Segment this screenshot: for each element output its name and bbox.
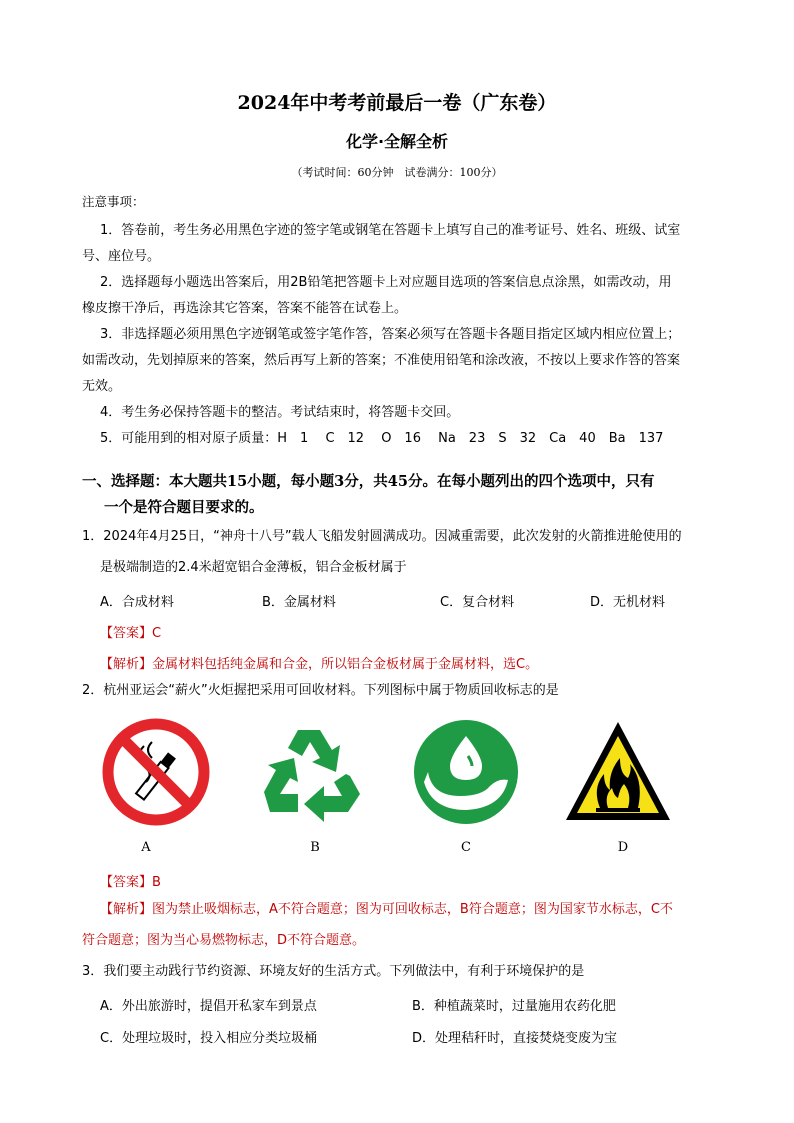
- analysis-tag: 【解析】: [100, 657, 153, 672]
- notes-line: 3．非选择题必须用黑色字迹钢笔或签字笔作答，答案必须写在答题卡各题目指定区域内相应位置上；: [100, 327, 681, 342]
- page-subtitle: 化学·全解全析: [345, 132, 449, 151]
- answer-tag: 【答案】: [100, 875, 153, 890]
- question-3-option-d: D．处理秸秆时，直接焚烧变废为宝: [412, 1031, 618, 1046]
- question-2-answer: [100, 871, 161, 890]
- notes-line: 4．考生务必保持答题卡的整洁。考试结束时，将答题卡交回。: [100, 405, 460, 420]
- section-heading: [82, 469, 732, 521]
- question-3-option-b: B．种植蔬菜时，过量施用农药化肥: [412, 999, 616, 1014]
- question-1-option-c: C．复合材料: [440, 595, 515, 610]
- notes-heading: 注意事项：: [82, 194, 145, 209]
- notes-line: 橡皮擦干净后，再选涂其它答案，答案不能答在试卷上。: [82, 301, 408, 316]
- section-heading-line2: 一个是符合题目要求的。: [104, 499, 264, 516]
- question-1-line2: 是极端制造的2.4米超宽铝合金薄板，铝合金板材属于: [100, 560, 407, 575]
- analysis-text: 金属材料包括纯金属和合金，所以铝合金板材属于金属材料，选C。: [152, 657, 539, 672]
- analysis-tag: 【解析】: [100, 902, 153, 917]
- question-3-line1: 3．我们要主动践行节约资源、环境友好的生活方式。下列做法中，有利于环境保护的是: [82, 964, 585, 979]
- question-1-analysis: [100, 653, 538, 672]
- notes-line: 5．可能用到的相对原子质量：H 1 C 12 O 16 Na 23 S 32 Ca 40 Ba 137: [100, 431, 664, 446]
- answer-value: B: [152, 875, 161, 890]
- question-2-line1: 2．杭州亚运会“薪火”火炬握把采用可回收材料。下列图标中属于物质回收标志的是: [82, 683, 559, 698]
- recycle-sign-icon: [258, 716, 370, 828]
- question-1-line1: 1．2024年4月25日，“神舟十八号”载人飞船发射圆满成功。因减重需要，此次发射的火箭推进舱使用的: [82, 529, 682, 544]
- notes-line: 2．选择题每小题选出答案后，用2B铅笔把答题卡上对应题目选项的答案信息点涂黑，如需改动，用: [100, 275, 672, 290]
- question-1-option-d: D．无机材料: [590, 595, 666, 610]
- analysis-text-line1: 图为禁止吸烟标志，A不符合题意；图为可回收标志，B符合题意；图为国家节水标志，C不: [152, 902, 673, 917]
- notes-line: 无效。: [82, 379, 122, 394]
- question-1-option-a: A．合成材料: [100, 595, 174, 610]
- exam-meta: （考试时间：60分钟 试卷满分：100分）: [291, 166, 503, 179]
- question-3-option-a: A．外出旅游时，提倡开私家车到景点: [100, 999, 317, 1014]
- answer-tag: 【答案】: [100, 626, 153, 641]
- notes-line: 号、座位号。: [82, 249, 161, 264]
- question-1-option-b: B．金属材料: [262, 595, 336, 610]
- sign-label-b: B: [310, 840, 320, 855]
- sign-label-d: D: [617, 840, 629, 855]
- question-2-analysis: [100, 897, 730, 923]
- question-1-answer: [100, 622, 161, 641]
- flammable-warning-sign-icon: [562, 716, 674, 828]
- sign-label-a: A: [141, 840, 151, 855]
- page-title: 2024年中考考前最后一卷（广东卷）: [237, 92, 557, 114]
- notes-line: 1．答卷前，考生务必用黑色字迹的签字笔或钢笔在答题卡上填写自己的准考证号、姓名、班级、试室: [100, 223, 681, 238]
- section-heading-line1: 一、选择题：本大题共15小题，每小题3分，共45分。在每小题列出的四个选项中，只有: [82, 473, 655, 490]
- question-2-analysis-line2: 符合题意；图为当心易燃物标志，D不符合题意。: [82, 933, 366, 948]
- water-saving-sign-icon: [410, 716, 522, 828]
- sign-label-c: C: [461, 840, 471, 855]
- question-3-option-c: C．处理垃圾时，投入相应分类垃圾桶: [100, 1031, 318, 1046]
- no-smoking-sign-icon: [100, 716, 212, 828]
- notes-line: 如需改动，先划掉原来的答案，然后再写上新的答案；不准使用铅笔和涂改液，不按以上要求作答的答案: [82, 353, 681, 368]
- answer-value: C: [152, 626, 162, 641]
